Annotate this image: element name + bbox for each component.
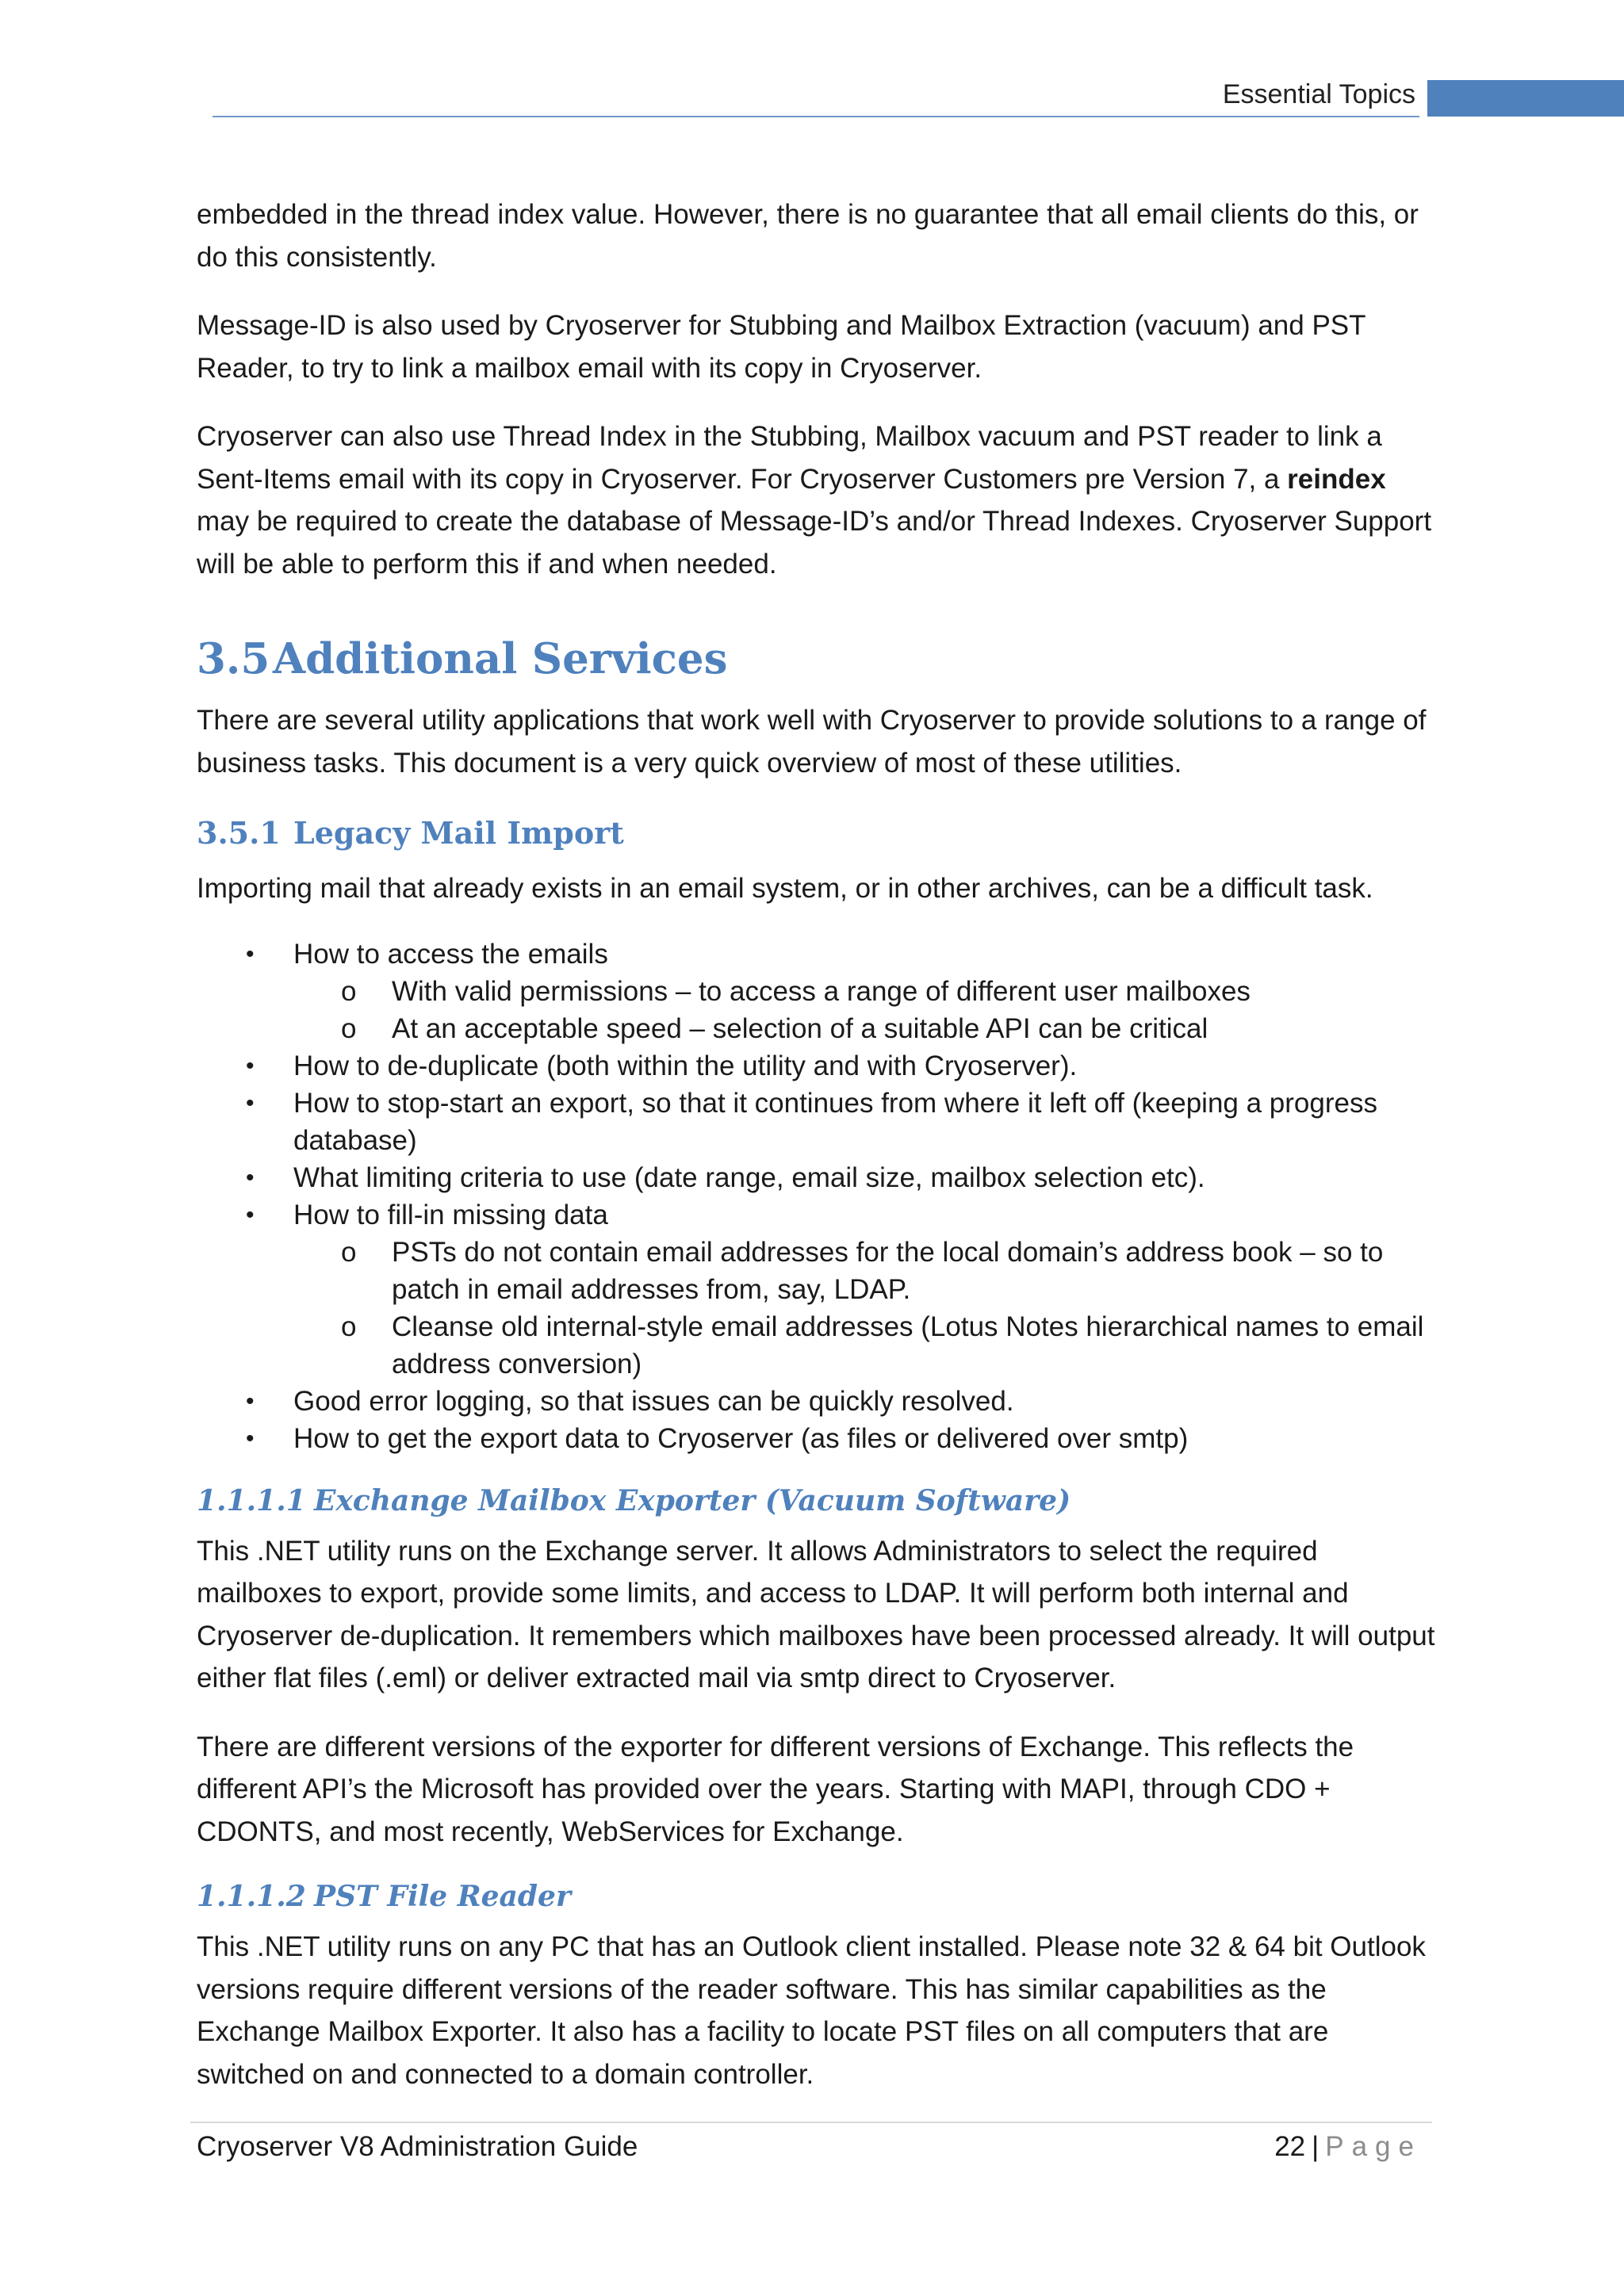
list-item bbox=[197, 936, 1435, 1047]
sub-list-item bbox=[293, 1308, 1435, 1383]
bullet-icon: • bbox=[246, 1164, 255, 1191]
footer-document-title: Cryoserver V8 Administration Guide bbox=[197, 2131, 638, 2162]
paragraph-thread-index-reindex bbox=[197, 415, 1435, 585]
list-item-text: How to fill-in missing data bbox=[293, 1199, 608, 1230]
sub-list-item bbox=[293, 1234, 1435, 1308]
sub-list bbox=[293, 1234, 1435, 1383]
footer-separator: | bbox=[1312, 2131, 1320, 2162]
bullet-icon: • bbox=[246, 1089, 255, 1116]
heading-additional-services bbox=[197, 631, 1435, 687]
paragraph-thread-index: embedded in the thread index value. However, there is no guarantee that all email clients do this, or do this consistently. bbox=[197, 199, 1419, 273]
bullet-icon: • bbox=[246, 1052, 255, 1079]
heading-number: 1.1.1.2 bbox=[197, 1880, 306, 1913]
sub-bullet-icon: o bbox=[341, 1236, 357, 1268]
page-label: Page bbox=[1325, 2131, 1422, 2162]
list-item-text: What limiting criteria to use (date range, email size, mailbox selection etc). bbox=[293, 1161, 1205, 1193]
sub-bullet-icon: o bbox=[341, 975, 357, 1007]
paragraph-pst-reader-description: This .NET utility runs on any PC that has an Outlook client installed. Please note 32 & 64 bit Outlook versions require different versions of the reader software. This has similar capabilities as the Exchange Mailbox Exporter. It also has a facility to locate PST files on all computers that are switched on and connected to a domain controller. bbox=[197, 1931, 1426, 2090]
sub-list-item-text: Cleanse old internal-style email addresses (Lotus Notes hierarchical names to email address conversion) bbox=[392, 1311, 1424, 1380]
sub-bullet-icon: o bbox=[341, 1311, 357, 1342]
paragraph-text-before: Cryoserver can also use Thread Index in the Stubbing, Mailbox vacuum and PST reader to link a Sent-Items email with its copy in Cryoserver. For Cryoserver Customers pre Version 7, a bbox=[197, 421, 1382, 495]
heading-text: Legacy Mail Import bbox=[293, 815, 624, 851]
sub-list-item-text: With valid permissions – to access a range of different user mailboxes bbox=[392, 975, 1251, 1007]
bullet-icon: • bbox=[246, 1425, 255, 1452]
sub-list-item-text: At an acceptable speed – selection of a suitable API can be critical bbox=[392, 1012, 1208, 1044]
heading-exchange-mailbox-exporter bbox=[197, 1481, 1435, 1521]
sub-list-item bbox=[293, 973, 1435, 1010]
heading-number: 3.5.1 bbox=[197, 815, 281, 851]
reindex-bold: reindex bbox=[1287, 463, 1386, 495]
list-item bbox=[197, 1196, 1435, 1383]
list-item bbox=[197, 1047, 1435, 1085]
sub-bullet-icon: o bbox=[341, 1012, 357, 1044]
list-item-text: How to stop-start an export, so that it continues from where it left off (keeping a progress database) bbox=[293, 1087, 1377, 1156]
bullet-icon: • bbox=[246, 1387, 255, 1414]
paragraph-exporter-versions: There are different versions of the exporter for different versions of Exchange. This reflects the different API’s the Microsoft has provided over the years. Starting with MAPI, through CDO + CDONTS, and most recently, WebServices for Exchange. bbox=[197, 1731, 1354, 1847]
bullet-icon: • bbox=[246, 1201, 255, 1228]
heading-legacy-mail-import bbox=[197, 813, 1435, 854]
heading-pst-file-reader bbox=[197, 1877, 1435, 1916]
paragraph-exporter-description: This .NET utility runs on the Exchange server. It allows Administrators to select the required mailboxes to export, provide some limits, and access to LDAP. It will perform both internal and Cryoserver de-duplication. It remembers which mailboxes have been processed already. It will output either flat files (.eml) or deliver extracted mail via smtp direct to Cryoserver. bbox=[197, 1535, 1435, 1693]
heading-text: Exchange Mailbox Exporter (Vacuum Software) bbox=[314, 1483, 1071, 1517]
list-item bbox=[197, 1420, 1435, 1457]
list-item bbox=[197, 1159, 1435, 1196]
header-title: Essential Topics bbox=[1222, 79, 1415, 109]
list-item bbox=[197, 1085, 1435, 1159]
footer-page-info bbox=[1274, 2127, 1422, 2167]
page-content bbox=[197, 193, 1435, 2095]
list-item-text: How to access the emails bbox=[293, 938, 608, 970]
footer-rule bbox=[190, 2122, 1432, 2123]
header-accent-block bbox=[1427, 80, 1624, 117]
paragraph-legacy-mail-intro: Importing mail that already exists in an email system, or in other archives, can be a difficult task. bbox=[197, 873, 1373, 904]
paragraph-additional-services-intro: There are several utility applications that work well with Cryoserver to provide solutions to a range of business tasks. This document is a very quick overview of most of these utilities. bbox=[197, 705, 1427, 779]
list-item bbox=[197, 1383, 1435, 1420]
heading-text: Additional Services bbox=[273, 634, 728, 683]
heading-text: PST File Reader bbox=[314, 1880, 571, 1913]
list-item-text: How to get the export data to Cryoserver (as files or delivered over smtp) bbox=[293, 1422, 1189, 1454]
header-rule bbox=[213, 116, 1419, 117]
sub-list-item bbox=[293, 1010, 1435, 1047]
sub-list bbox=[293, 973, 1435, 1047]
list-item-text: How to de-duplicate (both within the utility and with Cryoserver). bbox=[293, 1050, 1078, 1081]
legacy-import-considerations-list bbox=[197, 936, 1435, 1457]
page-number: 22 bbox=[1274, 2131, 1306, 2162]
bullet-icon: • bbox=[246, 940, 255, 967]
heading-number: 1.1.1.1 bbox=[197, 1483, 306, 1517]
heading-number: 3.5 bbox=[197, 634, 270, 683]
paragraph-message-id: Message-ID is also used by Cryoserver for Stubbing and Mailbox Extraction (vacuum) and PST Reader, to try to link a mailbox email with its copy in Cryoserver. bbox=[197, 310, 1365, 384]
paragraph-text-after: may be required to create the database of Message-ID’s and/or Thread Indexes. Cryoserver Support will be able to perform this if and when needed. bbox=[197, 506, 1432, 580]
list-item-text: Good error logging, so that issues can be quickly resolved. bbox=[293, 1385, 1014, 1417]
sub-list-item-text: PSTs do not contain email addresses for the local domain’s address book – so to patch in email addresses from, say, LDAP. bbox=[392, 1236, 1384, 1305]
